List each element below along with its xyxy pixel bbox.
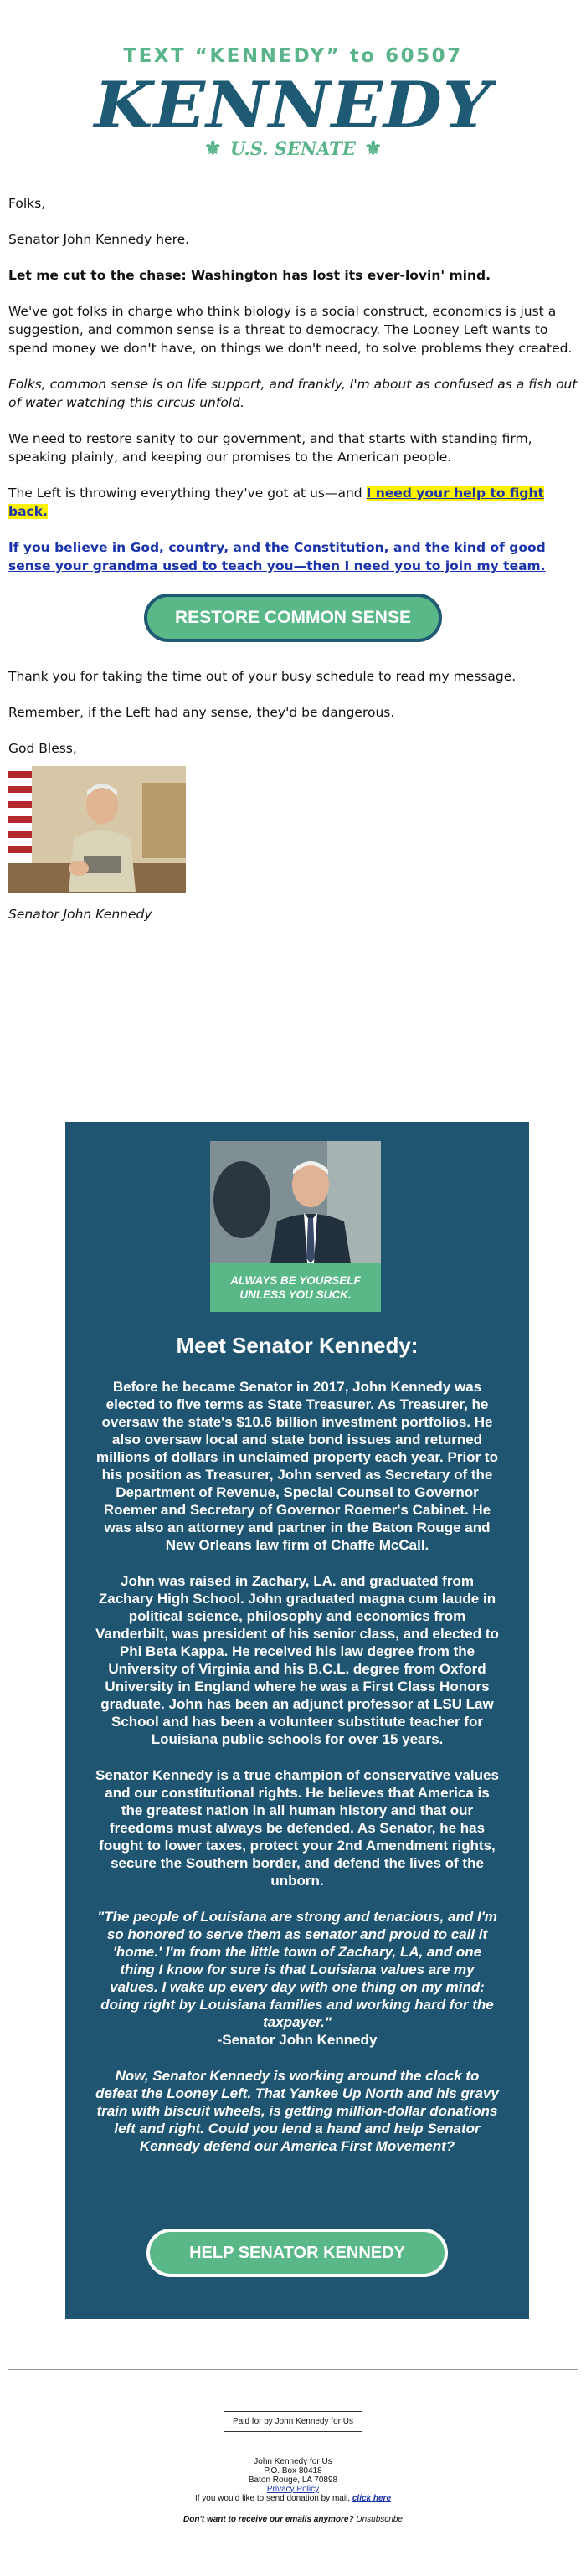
restore-common-sense-button[interactable]: RESTORE COMMON SENSE [144, 594, 442, 642]
paragraph-1: We've got folks in charge who think biology is a social construct, economics is just a suggestion, and common sense is a threat to democracy. The Looney Left wants to spend money we don't have, on things we don't need, to solve problems they created. [8, 304, 573, 356]
senator-portrait-illustration [210, 1141, 381, 1263]
letter-body [0, 194, 586, 923]
fight-back-link[interactable]: I need your help to fight back. [8, 486, 544, 519]
privacy-policy-link[interactable]: Privacy Policy [266, 2485, 320, 2494]
intro-text: Senator John Kennedy here. [8, 232, 190, 247]
bio-panel [65, 1122, 529, 2319]
bio-paragraph-2: John was raised in Zachary, LA. and graduated from Zachary High School. John graduated magna cum laude in political science, philosophy and economics from Vanderbilt, was president of his senior class, and elected to Phi Beta Kappa. He received his law degree from the University of Virginia and his B.C.L. degree from Oxford University in England where he was a First Class Honors graduate. John has been an adjunct professor at LSU Law School and has been a volunteer substitute teacher for Louisiana public schools for over 15 years. [95, 1573, 499, 1747]
unsubscribe-line [0, 2515, 586, 2524]
bio-quote-text: "The people of Louisiana are strong and tenacious, and I'm so honored to serve them as senator and proud to call it 'home.' I'm from the little town of Zachary, LA, and one thing I know for sure is that Louisiana values are my values. I wake up every day with one thing on my mind: doing right by Louisiana families and working hard for the taxpayer." [97, 1909, 497, 2030]
bio-text [95, 1378, 499, 2173]
paragraph-2: Folks, common sense is on life support, and frankly, I'm about as confused as a fish out of water watching this circus unfold. [8, 377, 578, 410]
fleur-de-lis-icon: ⚜ [363, 136, 383, 160]
footer-city: Baton Rouge, LA 70898 [248, 2476, 338, 2485]
senator-photo [8, 766, 186, 893]
footer-org: John Kennedy for Us [254, 2457, 332, 2466]
paragraph-5 [8, 538, 578, 575]
bio-paragraph-1: Before he became Senator in 2017, John Kennedy was elected to five terms as State Treasurer. As Treasurer, he oversaw the state's $10.6 billion investment portfolios. He also oversaw local and state bond issues and returned millions of dollars in unclaimed property each year. Prior to his position as Treasurer, John served as Secretary of the Department of Revenue, Special Counsel to Governor Roemer and Secretary of Governor Roemer's Cabinet. He was also an attorney and partner in the Baton Rouge and New Orleans law firm of Chaffe McCall. [96, 1379, 498, 1553]
mail-donation-line [0, 2494, 586, 2503]
unsubscribe-link[interactable]: Unsubscribe [356, 2515, 403, 2524]
footer-address [0, 2457, 586, 2503]
join-team-link[interactable]: If you believe in God, country, and the Constitution, and the kind of good sense your grandma used to teach you—then I need you to join my team. [8, 540, 546, 573]
remember-text: Remember, if the Left had any sense, they'd be dangerous. [8, 705, 395, 720]
logo-senate-row [0, 136, 586, 160]
thanks-text: Thank you for taking the time out of your busy schedule to read my message. [8, 669, 517, 684]
logo-office-label: U.S. SENATE [230, 138, 356, 159]
greeting: Folks, [8, 196, 46, 211]
bio-paragraph-3: Senator Kennedy is a true champion of conservative values and our constitutional rights. He believes that America is the greatest nation in all human history and that our freedoms must always be defended. As Senator, he has fought to lower taxes, protect your 2nd Amendment rights, secure the Southern border, and defend the lives of the unborn. [95, 1767, 499, 1889]
chase-text: Let me cut to the chase: Washington has lost its ever-lovin' mind. [8, 268, 491, 283]
unsubscribe-prefix: Don't want to receive our emails anymore? [183, 2515, 354, 2524]
bio-title: Meet Senator Kennedy: [176, 1333, 419, 1358]
bio-paragraph-4: Now, Senator Kennedy is working around the clock to defeat the Looney Left. That Yankee Up North and his gravy train with biscuit wheels, is getting million-dollar donations left and right. Could you lend a hand and help Senator Kennedy defend our America First Movement? [95, 2068, 499, 2154]
email-footer [0, 2411, 586, 2524]
mail-donation-link[interactable]: click here [352, 2494, 392, 2503]
paragraph-3: We need to restore sanity to our government, and that starts with standing firm, speaking plainly, and keeping our promises to the American people. [8, 431, 532, 465]
senator-photo-illustration [8, 766, 186, 893]
senator-portrait [210, 1141, 381, 1263]
signature: Senator John Kennedy [8, 907, 152, 922]
email-header [0, 0, 586, 167]
mail-donation-prefix: If you would like to send donation by mail, [194, 2494, 351, 2503]
kennedy-logo: KENNEDY [94, 68, 492, 142]
closing-text: God Bless, [8, 741, 77, 756]
paragraph-4-prefix: The Left is throwing everything they've got at us—and [8, 486, 367, 501]
bio-quote-attribution: -Senator John Kennedy [217, 2032, 378, 2048]
footer-divider [8, 2369, 578, 2370]
paragraph-4 [8, 484, 578, 521]
bio-image-card [210, 1141, 381, 1312]
fleur-de-lis-icon: ⚜ [203, 136, 223, 160]
bio-quote [95, 1908, 499, 2049]
cta-wrap [8, 594, 578, 642]
bio-image-caption: ALWAYS BE YOURSELF UNLESS YOU SUCK. [210, 1263, 381, 1312]
text-to-join-line[interactable]: TEXT “KENNEDY” to 60507 [123, 45, 463, 67]
footer-po-box: P.O. Box 80418 [264, 2466, 322, 2476]
paid-for-box: Paid for by John Kennedy for Us [224, 2411, 362, 2432]
help-senator-kennedy-button[interactable]: HELP SENATOR KENNEDY [146, 2229, 448, 2277]
